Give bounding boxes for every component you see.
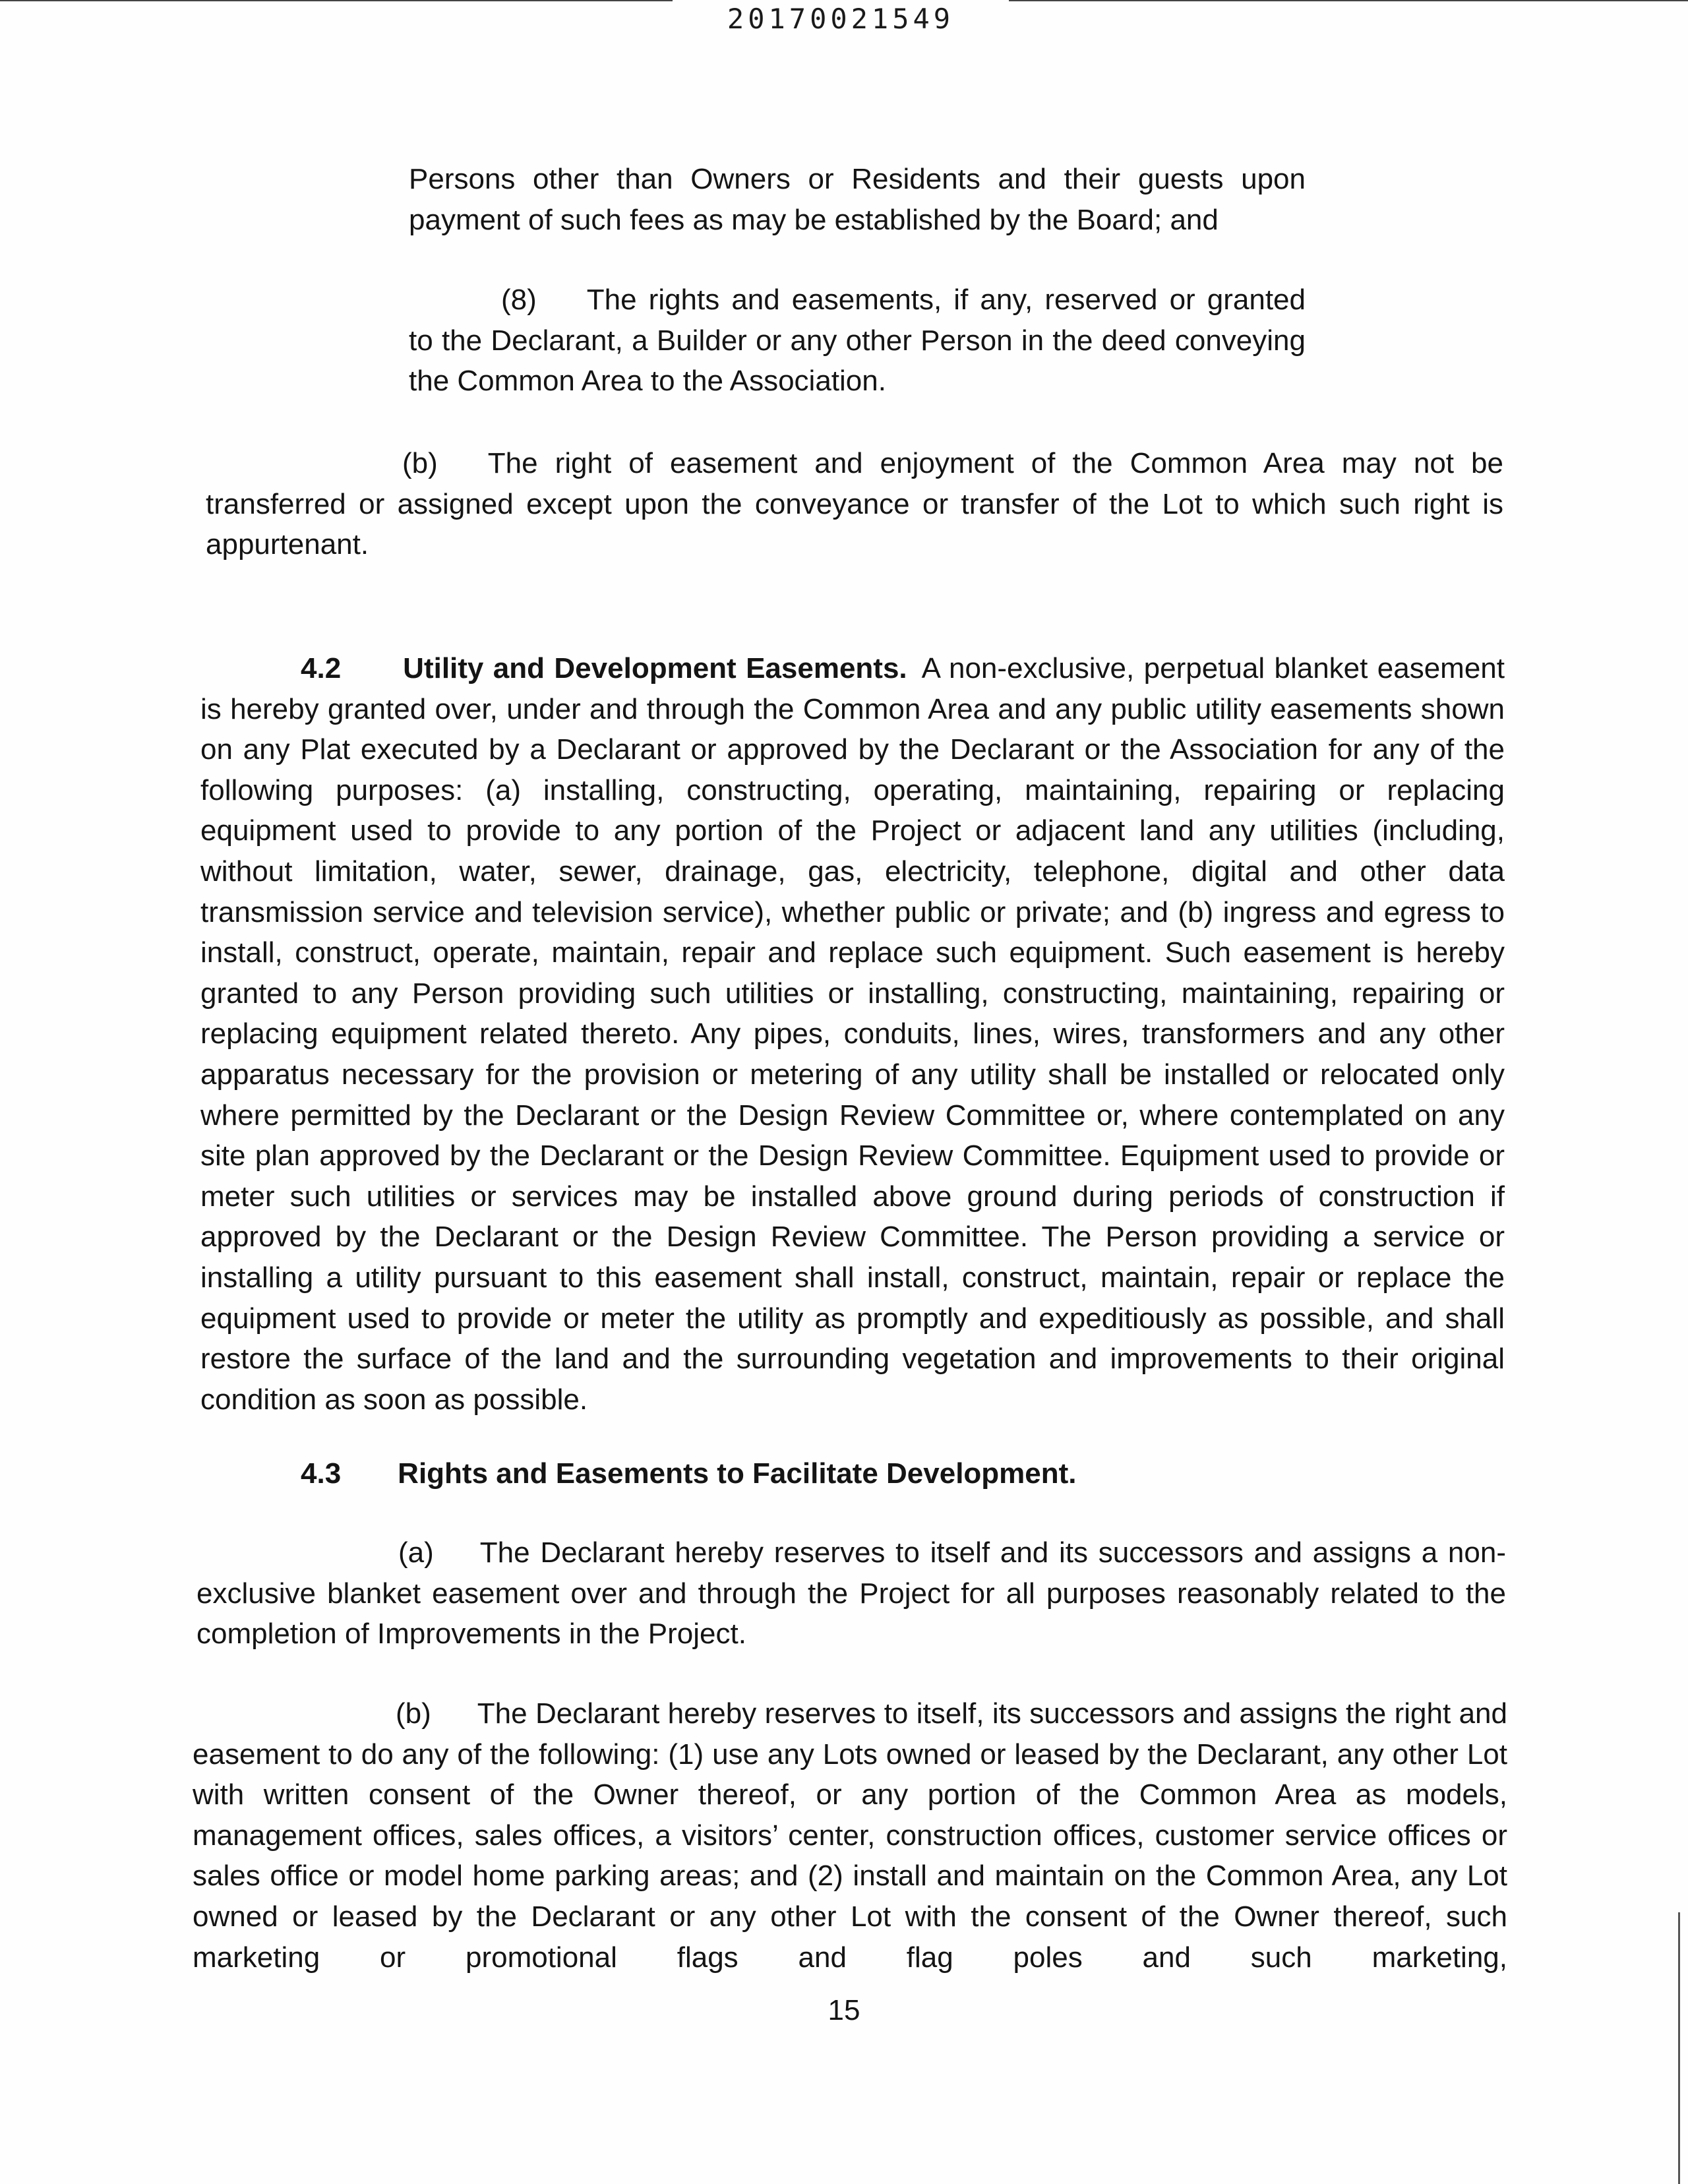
item-number: (8) <box>501 284 537 316</box>
section-number: 4.3 <box>301 1457 342 1490</box>
header-rule-right <box>1009 0 1688 1</box>
section-heading: Utility and Development Easements. <box>403 652 907 684</box>
section-4-3-b: (b) The Declarant hereby reserves to itself, its successors and assigns the right and easement to do any of the following: (1) use any Lots owned or leased by the Declarant, any other Lot with written consent of the Owner thereof, or any portion of the Common Area as models, management offices, sales offices, a visitors’ center, construction offices, customer service offices or sales office or model home parking areas; and (2) install and maintain on the Common Area, any Lot owned or leased by the Declarant or any other Lot with the consent of the Owner thereof, such marketing or promotional flags and flag poles and such marketing, <box>193 1697 1507 1974</box>
section-heading: Rights and Easements to Facilitate Development. <box>398 1457 1077 1490</box>
item-number: (a) <box>398 1536 434 1569</box>
section-4-3-heading <box>301 1453 1290 1494</box>
scan-edge-mark <box>1678 1912 1680 2184</box>
page-number: 15 <box>828 1994 860 2026</box>
paragraph-b-transfer: (b) The right of easement and enjoyment of the Common Area may not be transferred or assigned except upon the conveyance or transfer of the Lot to which such right is appurtenant. <box>206 447 1503 561</box>
paragraph-item-7-continuation: Persons other than Owners or Residents and their guests upon payment of such fees as may be established by the Board; and <box>409 163 1306 236</box>
section-4-2: 4.2 Utility and Development Easements. A non-exclusive, perpetual blanket easement is hereby granted over, under and through the Common Area and any public utility easements shown on any Plat executed by a Declarant or approved by the Declarant or the Association for any of the following purposes: (a) installing, constructing, operating, maintaining, repairing or replacing equipment used to provide to any portion of the Project or adjacent land any utilities (including, without limitation, water, sewer, drainage, gas, electricity, telephone, digital and other data transmission service and television service), whether public or private; and (b) ingress and egress to install, construct, operate, maintain, repair and replace such equipment. Such easement is hereby granted to any Person providing such utilities or installing, constructing, maintaining, repairing or replacing equipment related thereto. Any pipes, conduits, lines, wires, transformers and any other apparatus necessary for the provision or metering of any utility shall be installed or relocated only where permitted by the Declarant or the Design Review Committee or, where contemplated on any site plan approved by the Declarant or the Design Review Committee. Equipment used to provide or meter such utilities or services may be installed above ground during periods of construction if approved by the Declarant or the Design Review Committee. The Person providing a service or installing a utility pursuant to this easement shall install, construct, maintain, repair or replace the equipment used to provide or meter the utility as promptly and expeditiously as possible, and shall restore the surface of the land and the surrounding vegetation and improvements to their original condition as soon as possible. <box>200 652 1505 1416</box>
section-number: 4.2 <box>301 652 342 684</box>
recording-number: 20170021549 <box>727 3 955 35</box>
header-rule-left <box>0 0 673 1</box>
item-number: (b) <box>396 1697 431 1730</box>
item-number: (b) <box>402 447 438 479</box>
section-4-3-a: (a) The Declarant hereby reserves to itself and its successors and assigns a non-exclusive blanket easement over and through the Project for all purposes reasonably related to the completion of Improvements in the Project. <box>196 1536 1506 1651</box>
paragraph-item-8: (8) The rights and easements, if any, reserved or granted to the Declarant, a Builder or any other Person in the deed conveying the Common Area to the Association. <box>409 284 1306 398</box>
